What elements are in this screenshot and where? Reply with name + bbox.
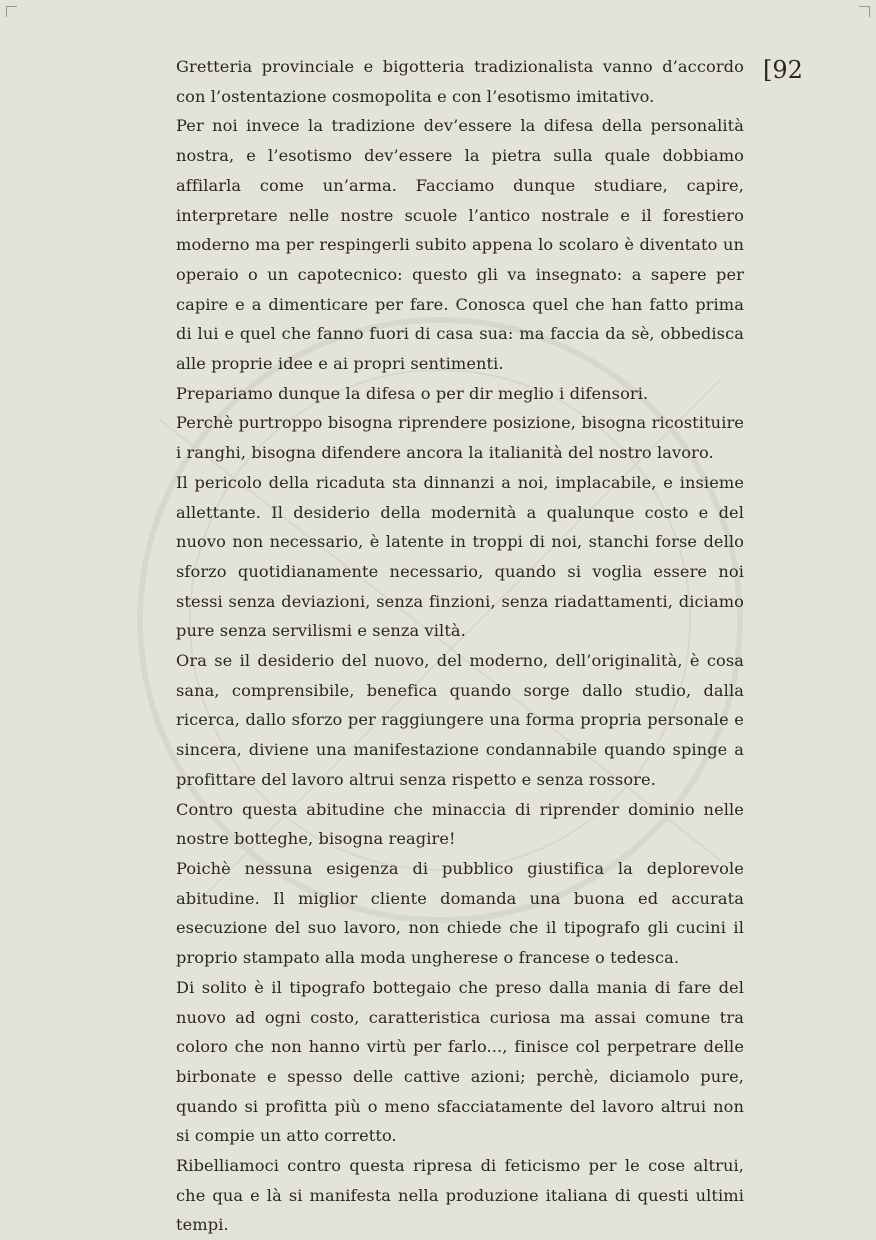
paragraph: Di solito è il tipografo bottegaio che preso dalla mania di fare del nuovo ad ogni costo, caratteristica curiosa ma assai comune tra coloro che non hanno virtù per farlo..., finisce col perpetrare delle birbonate e spesso delle cattive azioni; perchè, diciamolo pure, quando si profitta più o meno sfacciatamente del lavoro altrui non si compie un atto corretto. [176,977,744,1146]
paragraph: Il pericolo della ricaduta sta dinnanzi a noi, implacabile, e insieme allettante. Il desiderio della modernità a qualunque costo e del nuovo non necessario, è latente in troppi di noi, stanchi forse dello sforzo quotidianamente necessario, quando si voglia essere noi stessi senza deviazioni, senza finzioni, senza riadattamenti, diciamo pure senza servilismi e senza viltà. [176,472,744,641]
body-text [176,52,744,1240]
paragraph: Ribelliamoci contro questa ripresa di feticismo per le cose altrui, che qua e là si manifesta nella produzione italiana di questi ultimi tempi. [176,1156,744,1235]
paragraph: Gretteria provinciale e bigotteria tradizionalista vanno d’accordo con l’ostentazione cosmopolita e con l’esotismo imitativo. [176,57,744,106]
paragraph: Per noi invece la tradizione dev’essere la difesa della personalità nostra, e l’esotismo dev’essere la pietra sulla quale dobbiamo affilarla come un’arma. Facciamo dunque studiare, capire, interpretare nelle nostre scuole l’antico nostrale e il forestiero moderno ma per respingerli subito appena lo scolaro è diventato un operaio o un capotecnico: questo gli va insegnato: a sapere per capire e a dimenticare per fare. Conosca quel che han fatto prima di lui e quel che fanno fuori di casa sua: ma faccia da sè, obbedisca alle proprie idee e ai propri sentimenti. [176,116,744,374]
paragraph: Perchè purtroppo bisogna riprendere posizione, bisogna ricostituire i ranghi, bisogna difendere ancora la italianità del nostro lavoro. [176,413,744,463]
paragraph: Contro questa abitudine che minaccia di riprender dominio nelle nostre botteghe, bisogna reagire! [176,799,744,849]
paragraph: Poichè nessuna esigenza di pubblico giustifica la deplorevole abitudine. Il miglior cliente domanda una buona ed accurata esecuzione del suo lavoro, non chiede che il tipografo gli cucini il proprio stampato alla moda ungherese o francese o tedesca. [176,858,744,968]
paragraph: Prepariamo dunque la difesa o per dir meglio i difensori. [176,383,649,403]
crop-mark-top-left [6,6,17,17]
page-number: [92 [763,56,803,84]
paragraph: Ora se il desiderio del nuovo, del moderno, dell’originalità, è cosa sana, comprensibile, benefica quando sorge dallo studio, dalla ricerca, dallo sforzo per raggiungere una forma propria personale e sincera, diviene una manifestazione condannabile quando spinge a profittare del lavoro altrui senza rispetto e senza rossore. [176,651,744,789]
crop-mark-top-right [859,6,870,17]
